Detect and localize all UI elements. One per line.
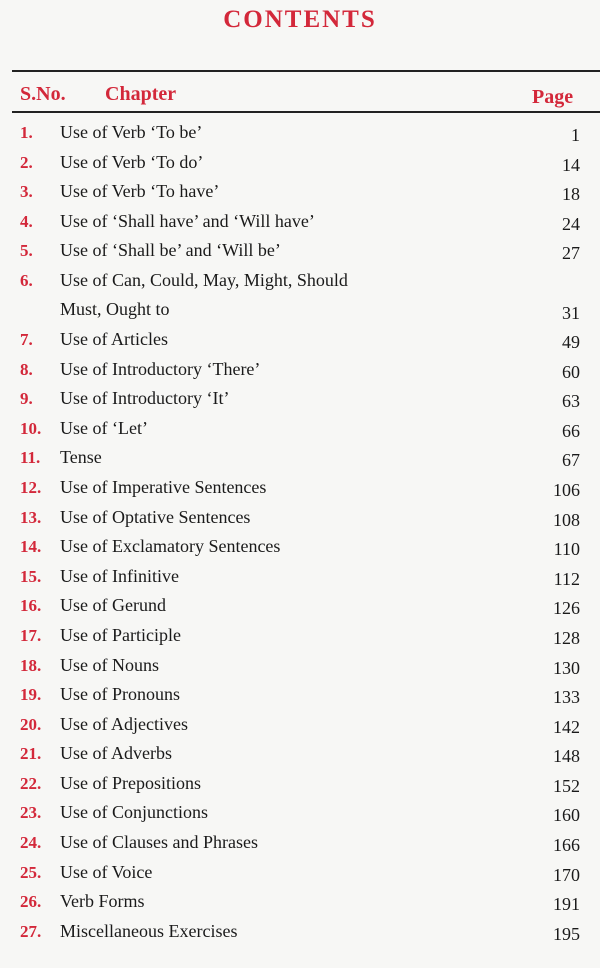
contents-entry <box>0 208 600 238</box>
entry-number: 2. <box>20 152 33 172</box>
entry-page: 126 <box>553 598 580 619</box>
contents-entry <box>0 119 600 149</box>
entry-page: 152 <box>553 775 580 796</box>
entry-chapter: Tense <box>60 447 102 468</box>
entry-page: 1 <box>571 125 580 145</box>
entry-page: 112 <box>553 568 580 589</box>
entry-number: 21. <box>20 744 42 764</box>
entry-number: 12. <box>20 477 42 497</box>
header-bottom-rule <box>12 111 600 113</box>
entry-page: 24 <box>562 213 580 234</box>
contents-entry <box>0 178 600 208</box>
entry-chapter: Use of Introductory ‘There’ <box>60 358 261 379</box>
entry-chapter: Use of ‘Shall have’ and ‘Will have’ <box>60 210 315 231</box>
entry-chapter: Use of Optative Sentences <box>60 506 251 527</box>
entry-number: 20. <box>20 714 42 734</box>
contents-list <box>0 119 600 947</box>
entry-page: 31 <box>562 302 580 323</box>
contents-entry <box>0 681 600 711</box>
page-title: CONTENTS <box>223 6 377 33</box>
entry-page: 110 <box>553 539 580 560</box>
entry-chapter: Use of Can, Could, May, Might, Should <box>60 269 348 290</box>
contents-entry <box>0 533 600 563</box>
entry-number: 3. <box>20 182 33 202</box>
entry-page: 14 <box>562 154 580 175</box>
contents-entry <box>0 444 600 474</box>
entry-number: 7. <box>20 329 33 349</box>
entry-chapter: Use of ‘Let’ <box>60 417 148 438</box>
entry-page: 60 <box>562 361 580 382</box>
contents-entry <box>0 474 600 504</box>
entry-page: 66 <box>562 420 580 441</box>
contents-entry <box>0 267 600 326</box>
entry-chapter: Use of Prepositions <box>60 772 201 793</box>
entry-number: 9. <box>20 389 33 409</box>
entry-chapter-continued: Must, Ought to <box>60 298 170 319</box>
entry-chapter: Use of Verb ‘To do’ <box>60 151 204 172</box>
entry-chapter: Use of Imperative Sentences <box>60 476 267 497</box>
entry-page: 160 <box>553 805 580 826</box>
contents-entry <box>0 385 600 415</box>
contents-entry <box>0 504 600 534</box>
entry-page: 63 <box>562 391 580 412</box>
contents-entry <box>0 711 600 741</box>
entry-chapter: Use of Adjectives <box>60 713 188 734</box>
entry-number: 15. <box>20 566 42 586</box>
entry-chapter: Use of Introductory ‘It’ <box>60 388 230 409</box>
entry-chapter: Miscellaneous Exercises <box>60 920 238 941</box>
entry-page: 18 <box>562 184 580 205</box>
entry-number: 27. <box>20 921 42 941</box>
entry-number: 6. <box>20 270 33 290</box>
entry-number: 19. <box>20 685 42 705</box>
entry-page: 133 <box>553 687 580 708</box>
entry-chapter: Use of Verb ‘To have’ <box>60 181 220 202</box>
entry-page: 166 <box>553 835 580 856</box>
entry-chapter: Use of Verb ‘To be’ <box>60 122 203 142</box>
entry-page: 191 <box>553 894 580 915</box>
column-header-sno: S.No. <box>20 83 66 105</box>
contents-entry <box>0 770 600 800</box>
contents-entry <box>0 149 600 179</box>
entry-page: 108 <box>553 509 580 530</box>
entry-chapter: Use of Conjunctions <box>60 802 208 823</box>
contents-entry <box>0 563 600 593</box>
entry-page: 170 <box>553 864 580 885</box>
entry-chapter: Use of Clauses and Phrases <box>60 832 258 853</box>
entry-number: 22. <box>20 773 42 793</box>
contents-entry <box>0 592 600 622</box>
contents-entry <box>0 829 600 859</box>
entry-number: 23. <box>20 803 42 823</box>
contents-entry <box>0 652 600 682</box>
entry-number: 10. <box>20 418 42 438</box>
column-header-chapter: Chapter <box>105 83 177 105</box>
entry-chapter: Use of Pronouns <box>60 684 180 705</box>
entry-chapter: Use of Gerund <box>60 595 166 616</box>
contents-entry <box>0 356 600 386</box>
entry-chapter: Use of Voice <box>60 861 153 882</box>
entry-number: 8. <box>20 359 33 379</box>
entry-page: 195 <box>553 923 580 944</box>
entry-chapter: Use of Nouns <box>60 654 159 675</box>
entry-page: 67 <box>562 450 580 471</box>
contents-entry <box>0 888 600 918</box>
entry-chapter: Use of Infinitive <box>60 565 179 586</box>
entry-chapter: Use of Adverbs <box>60 743 172 764</box>
contents-entry <box>0 799 600 829</box>
entry-number: 4. <box>20 211 33 231</box>
contents-entry <box>0 740 600 770</box>
entry-number: 18. <box>20 655 42 675</box>
entry-chapter: Use of ‘Shall be’ and ‘Will be’ <box>60 240 281 261</box>
entry-number: 14. <box>20 537 42 557</box>
entry-page: 106 <box>553 479 580 500</box>
entry-number: 1. <box>20 123 33 142</box>
contents-entry <box>0 918 600 948</box>
contents-entry <box>0 237 600 267</box>
entry-page: 27 <box>562 243 580 264</box>
entry-page: 142 <box>553 716 580 737</box>
entry-number: 25. <box>20 862 42 882</box>
entry-page: 130 <box>553 657 580 678</box>
entry-number: 26. <box>20 892 42 912</box>
header-top-rule <box>12 70 600 72</box>
entry-page: 128 <box>553 627 580 648</box>
contents-entry <box>0 622 600 652</box>
entry-page: 49 <box>562 331 580 352</box>
entry-chapter: Use of Participle <box>60 624 181 645</box>
entry-chapter: Use of Articles <box>60 328 168 349</box>
contents-entry <box>0 326 600 356</box>
entry-number: 11. <box>20 448 41 468</box>
entry-number: 5. <box>20 241 33 261</box>
entry-number: 13. <box>20 507 42 527</box>
entry-page: 148 <box>553 746 580 767</box>
entry-number: 17. <box>20 625 42 645</box>
contents-entry <box>0 859 600 889</box>
entry-number: 16. <box>20 596 42 616</box>
entry-chapter: Verb Forms <box>60 891 145 912</box>
column-header-page: Page <box>532 86 574 108</box>
entry-number: 24. <box>20 833 42 853</box>
contents-entry <box>0 415 600 445</box>
entry-chapter: Use of Exclamatory Sentences <box>60 536 281 557</box>
